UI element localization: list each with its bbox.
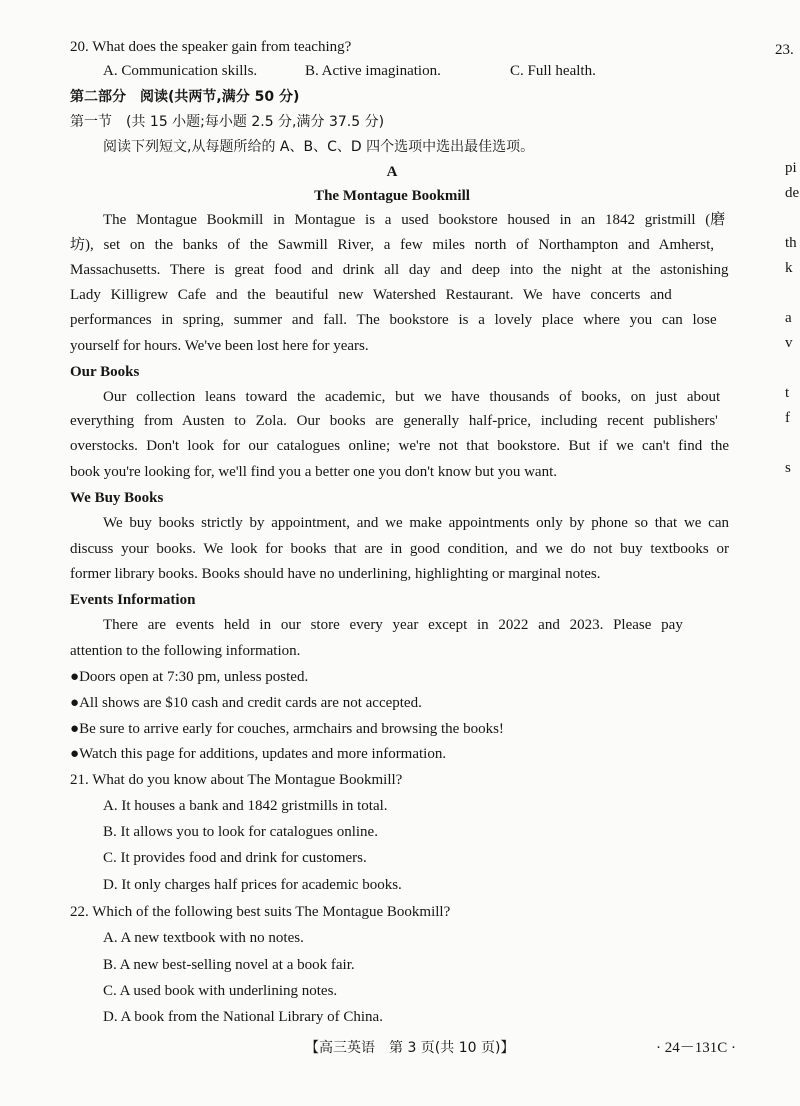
part-title: 第二部分 阅读(共两节,满分 50 分) — [70, 89, 300, 105]
text-line: former library books. Books should have no underlining, highlighting or marginal notes. — [70, 566, 601, 582]
bullet-item — [70, 719, 504, 739]
bullet-dot-icon: ● — [70, 746, 80, 762]
heading-events: Events Information — [70, 592, 196, 608]
passage-title: The Montague Bookmill — [314, 188, 470, 204]
text-line: Massachusetts. There is great food and drink all day and deep into the night at the astonishing — [70, 262, 729, 278]
text-line: discuss your books. We look for books that are in good condition, and we do not buy textbooks or — [70, 541, 729, 557]
option-b: B. A new best-selling novel at a book fair. — [103, 957, 355, 973]
option-a: A. A new textbook with no notes. — [103, 930, 304, 946]
text-line: 坊), set on the banks of the Sawmill River, a few miles north of Northampton and Amherst, — [70, 237, 715, 253]
edge-fragment: k — [785, 260, 793, 276]
text-line: book you're looking for, we'll find you a better one you don't know but you want. — [70, 464, 558, 480]
text-line: The Montague Bookmill in Montague is a used bookstore housed in an 1842 gristmill (磨 — [103, 212, 726, 228]
text-line: Lady Killigrew Cafe and the beautiful new Watershed Restaurant. We have concerts and — [70, 287, 672, 303]
question-text: 20. What does the speaker gain from teaching? — [70, 39, 352, 55]
bullet-text: Be sure to arrive early for couches, armchairs and browsing the books! — [79, 721, 504, 737]
bullet-dot-icon: ● — [70, 695, 80, 711]
passage-letter-text: A — [386, 164, 398, 180]
text-line: performances in spring, summer and fall. The bookstore is a lovely place where you can lose — [70, 312, 717, 328]
option-d: D. It only charges half prices for academic books. — [103, 877, 402, 893]
option-b: B. It allows you to look for catalogues online. — [103, 824, 378, 840]
edge-fragment: v — [785, 335, 793, 351]
bullet-dot-icon: ● — [70, 721, 80, 737]
edge-fragment: 23. — [775, 42, 794, 58]
edge-fragment: de — [785, 185, 800, 201]
edge-fragment: pi — [785, 160, 797, 176]
text-line: There are events held in our store every year except in 2022 and 2023. Please pay — [103, 617, 683, 633]
instruction: 阅读下列短文,从每题所给的 A、B、C、D 四个选项中选出最佳选项。 — [103, 139, 535, 155]
bullet-item — [70, 667, 308, 687]
option-d: D. A book from the National Library of China. — [103, 1009, 383, 1025]
option-a: A. Communication skills. — [103, 63, 258, 79]
text-line: overstocks. Don't look for our catalogues online; we're not that bookstore. But if we can't find the — [70, 438, 729, 454]
text-line: Our collection leans toward the academic, but we have thousands of books, on just about — [103, 389, 721, 405]
bullet-text: All shows are $10 cash and credit cards are not accepted. — [79, 695, 422, 711]
heading-our-books: Our Books — [70, 364, 140, 380]
edge-fragment: f — [785, 410, 790, 426]
heading-we-buy-books: We Buy Books — [70, 490, 164, 506]
option-c: C. It provides food and drink for customers. — [103, 850, 367, 866]
question-text: 21. What do you know about The Montague Bookmill? — [70, 772, 403, 788]
bullet-dot-icon: ● — [70, 669, 80, 685]
text-line: everything from Austen to Zola. Our books are generally half-price, including recent publishers' — [70, 413, 718, 429]
option-b: B. Active imagination. — [305, 63, 441, 79]
text-line: We buy books strictly by appointment, and we make appointments only by phone so that we can — [103, 515, 729, 531]
edge-fragment: a — [785, 310, 792, 326]
question-text: 22. Which of the following best suits The Montague Bookmill? — [70, 904, 451, 920]
bullet-text: Watch this page for additions, updates and more information. — [79, 746, 447, 762]
edge-fragment: t — [785, 385, 790, 401]
edge-fragment: th — [785, 235, 797, 251]
paper-code: · 24－131C · — [656, 1040, 736, 1056]
option-a: A. It houses a bank and 1842 gristmills in total. — [103, 798, 388, 814]
bullet-text: Doors open at 7:30 pm, unless posted. — [79, 669, 309, 685]
option-c: C. Full health. — [510, 63, 596, 79]
bullet-item — [70, 744, 446, 764]
text-line: yourself for hours. We've been lost here for years. — [70, 338, 369, 354]
option-c: C. A used book with underlining notes. — [103, 983, 338, 999]
text-line: attention to the following information. — [70, 643, 301, 659]
passage-letter — [0, 162, 784, 182]
page-footer: 【高三英语 第 3 页(共 10 页)】 — [305, 1040, 515, 1056]
bullet-item — [70, 693, 422, 713]
edge-fragment: s — [785, 460, 791, 476]
subsection-title: 第一节 (共 15 小题;每小题 2.5 分,满分 37.5 分) — [70, 114, 385, 130]
